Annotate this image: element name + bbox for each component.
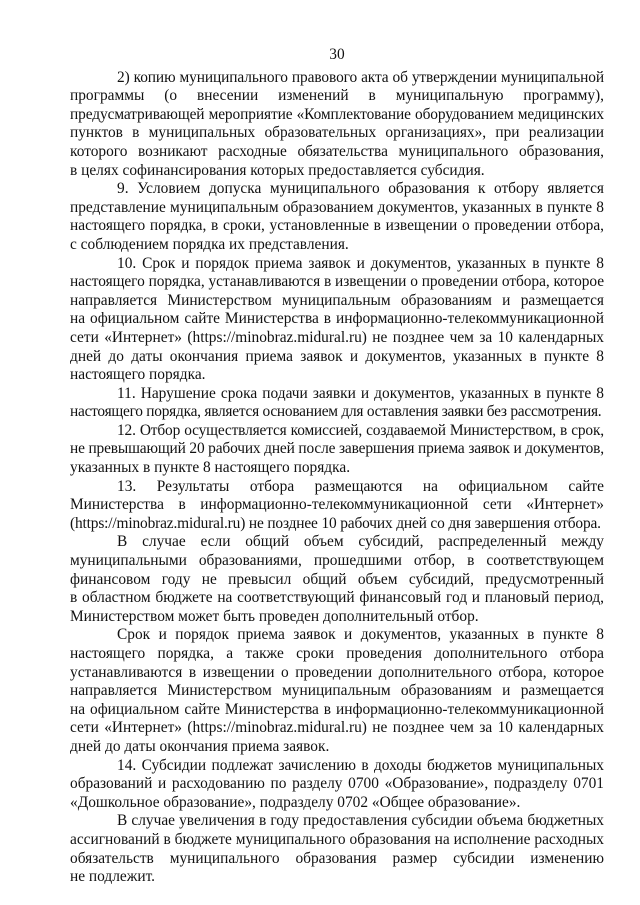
text-line: устанавливаются в извещении о проведении дополнительного отбора, которое [70, 663, 604, 681]
text-line: Министерства в информационно-телекоммуникационной сети «Интернет» [70, 496, 604, 514]
text-line: 14. Субсидии подлежат зачислению в доходы бюджетов муниципальных [117, 756, 604, 774]
paragraph-item-11-deadline-violation [70, 385, 604, 422]
text-line: «Дошкольное образование», подразделу 0702 «Общее образование». [70, 793, 521, 811]
text-line: программы (о внесении изменений в муниципальную программу), [70, 87, 604, 105]
text-line: В случае если общий объем субсидий, распределенный между [117, 533, 604, 551]
text-line: в целях софинансирования которых предоставляется субсидия. [70, 161, 485, 179]
text-line: на официальном сайте Министерства в информационно-телекоммуникационной [70, 310, 604, 328]
paragraph-item-14-subsidy-crediting [70, 757, 604, 813]
text-line: сети «Интернет» (https://minobraz.midural.ru) не позднее чем за 10 календарных [70, 328, 604, 346]
page-number: 30 [329, 46, 345, 63]
text-line: настоящего порядка, устанавливаются в извещении о проведении отбора, которое [70, 273, 604, 291]
paragraph-item-10-application-deadline [70, 255, 604, 385]
paragraph-item-9-admission-condition [70, 180, 604, 254]
text-line: не превышающий 20 рабочих дней после завершения приема заявок и документов, [70, 440, 604, 458]
text-line: сети «Интернет» (https://minobraz.midural.ru) не позднее чем за 10 календарных [70, 719, 604, 737]
document-page [70, 46, 604, 887]
paragraph-additional-selection-deadline [70, 626, 604, 756]
text-line: муниципальными образованиями, прошедшими отбор, в соответствующем [70, 552, 604, 570]
text-line: 9. Условием допуска муниципального образования к отбору является [117, 180, 604, 198]
text-line: направляется Министерством муниципальным образованиям и размещается [70, 291, 604, 309]
text-line: (https://minobraz.midural.ru) не позднее 10 рабочих дней со дня завершения отбора. [70, 514, 601, 532]
text-line: дней до даты окончания приема заявок и документов, указанных в пункте 8 [70, 347, 604, 365]
text-line: Срок и порядок приема заявок и документов, указанных в пункте 8 [117, 626, 604, 644]
paragraph-additional-selection-condition [70, 533, 604, 626]
text-line: настоящего порядка, является основанием для оставления заявки без рассмотрения. [70, 403, 602, 421]
text-line: 13. Результаты отбора размещаются на официальном сайте [117, 477, 604, 495]
text-line: ассигнований в бюджете муниципального образования на исполнение расходных [70, 830, 604, 848]
text-line: не подлежит. [70, 868, 156, 886]
text-line: 12. Отбор осуществляется комиссией, создаваемой Министерством, в срок, [117, 421, 604, 439]
text-line: настоящего порядка, в сроки, установленные в извещении о проведении отбора, [70, 217, 604, 235]
paragraph-subsidy-amount-unchanged [70, 812, 604, 886]
text-line: финансовом году не превысил общий объем субсидий, предусмотренный [70, 570, 604, 588]
text-line: дней до даты окончания приема заявок. [70, 737, 330, 755]
document-body [70, 69, 604, 887]
text-line: настоящего порядка, а также сроки проведения дополнительного отбора [70, 645, 604, 662]
text-line: Министерством может быть проведен дополнительный отбор. [70, 607, 479, 625]
text-line: которого возникают расходные обязательства муниципального образования, [70, 142, 604, 160]
text-line: образований и расходованию по разделу 0700 «Образование», подразделу 0701 [70, 775, 604, 793]
text-line: направляется Министерством муниципальным образованиям и размещается [70, 682, 604, 700]
text-line: 2) копию муниципального правового акта об утверждении муниципальной [117, 68, 604, 86]
text-line: пунктов в муниципальных образовательных организациях», при реализации [70, 124, 604, 142]
text-line: 11. Нарушение срока подачи заявки и документов, указанных в пункте 8 [117, 384, 604, 402]
text-line: 10. Срок и порядок приема заявок и документов, указанных в пункте 8 [117, 254, 604, 272]
text-line: настоящего порядка. [70, 366, 206, 384]
paragraph-item-12-selection-commission [70, 422, 604, 478]
text-line: предусматривающей мероприятие «Комплектование оборудованием медицинских [70, 105, 604, 123]
text-line: обязательств муниципального образования размер субсидии изменению [70, 849, 604, 867]
text-line: представление муниципальным образованием документов, указанных в пункте 8 [70, 198, 604, 216]
text-line: на официальном сайте Министерства в информационно-телекоммуникационной [70, 700, 604, 718]
text-line: В случае увеличения в году предоставления субсидии объема бюджетных [117, 812, 604, 830]
paragraph-item-2-copy-of-act [70, 69, 604, 181]
text-line: в областном бюджете на соответствующий финансовый год и плановый период, [70, 589, 604, 607]
text-line: указанных в пункте 8 настоящего порядка. [70, 459, 351, 477]
paragraph-item-13-results-publication [70, 478, 604, 534]
text-line: с соблюдением порядка их представления. [70, 235, 349, 253]
